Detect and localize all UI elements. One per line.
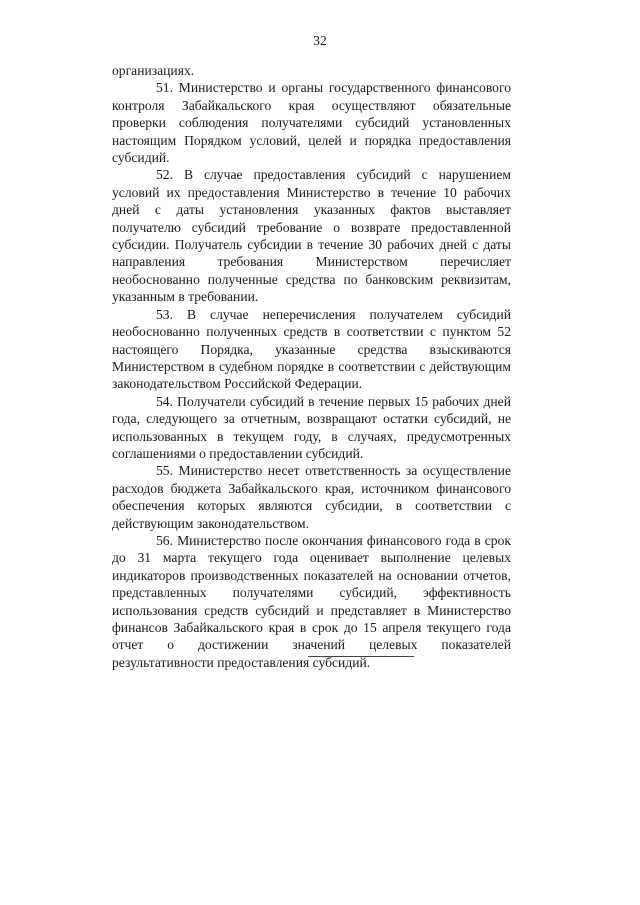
paragraph-55: 55. Министерство несет ответственность за осуществление расходов бюджета Забайкальского края, источником финансового обеспечения которых являются субсидии, в соответствии с действующим законодательством.: [112, 463, 511, 531]
paragraph-51: 51. Министерство и органы государственного финансового контроля Забайкальского края осуществляют обязательные проверки соблюдения получателями субсидий установленных настоящим Порядком условий, целей и порядка предоставления субсидий.: [112, 80, 511, 166]
paragraph-56: 56. Министерство после окончания финансового года в срок до 31 марта текущего года оценивает выполнение целевых индикаторов производственных показателей на основании отчетов, представленных получателями субсидий, эффективность использования средств субсидий и представляет в Министерство финансов Забайкальского края в срок до 15 апреля текущего года отчет о достижении значений целевых показателей результативности предоставления субсидий.: [112, 532, 511, 670]
paragraph-54: 54. Получатели субсидий в течение первых 15 рабочих дней года, следующего за отчетным, возвращают остатки субсидий, не использованных в текущем году, в случаях, предусмотренных соглашениями о предоставлении субсидий.: [112, 393, 511, 461]
paragraph-continuation: организациях.: [112, 63, 195, 78]
document-body: [112, 62, 511, 671]
paragraph-53: 53. В случае неперечисления получателем субсидий необоснованно полученных средств в соответствии с пунктом 52 настоящего Порядка, указанные средства взыскиваются Министерством в судебном порядке в соответствии с действующим законодательством Российской Федерации.: [112, 306, 511, 392]
end-separator-line: [308, 656, 414, 657]
paragraph-52: 52. В случае предоставления субсидий с нарушением условий их предоставления Министерство в течение 10 рабочих дней с даты установления указанных фактов выставляет получателю субсидий требование о возврате предоставленной субсидии. Получатель субсидии в течение 30 рабочих дней с даты направления требования Министерством перечисляет необоснованно полученные средства по банковским реквизитам, указанным в требовании.: [112, 167, 511, 305]
page-number: 32: [313, 33, 327, 48]
